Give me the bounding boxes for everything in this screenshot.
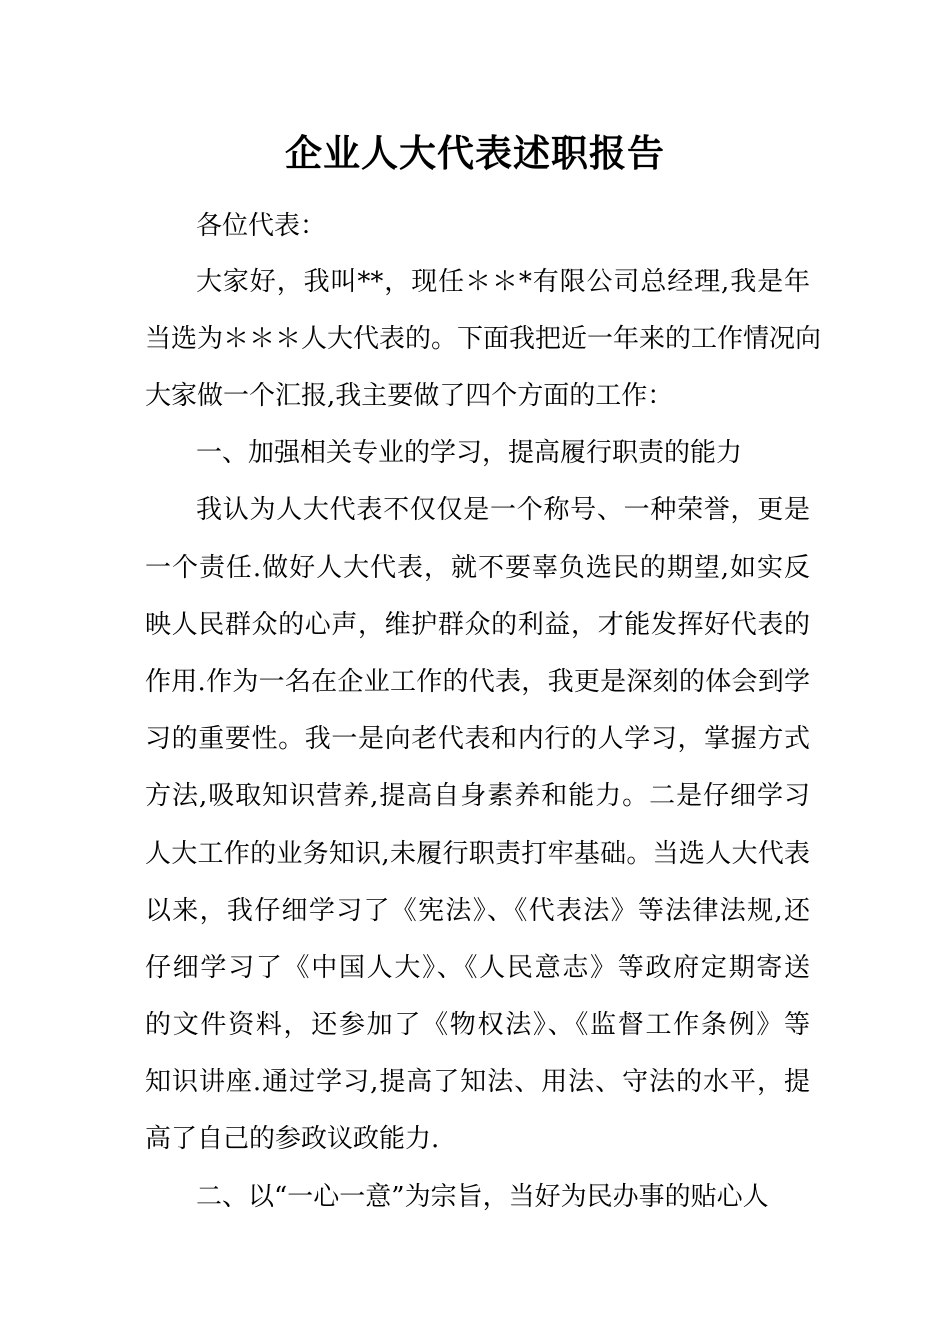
paragraph-line: 仔细学习了《中国人大》、《人民意志》等政府定期寄送: [145, 953, 810, 983]
paragraph-line: 知识讲座.通过学习,提高了知法、用法、守法的水平，提: [145, 1067, 810, 1097]
paragraph-line: 的文件资料，还参加了《物权法》、《监督工作条例》等: [145, 1010, 810, 1040]
section-heading-1: 一、加强相关专业的学习，提高履行职责的能力: [196, 438, 743, 468]
document-title: 企业人大代表述职报告: [285, 131, 665, 175]
paragraph-line: 习的重要性。我一是向老代表和内行的人学习，掌握方式: [145, 724, 810, 754]
paragraph-line: 人大工作的业务知识,未履行职责打牢基础。当选人大代表: [145, 839, 810, 869]
paragraph-line: 我认为人大代表不仅仅是一个称号、一种荣誉，更是: [196, 495, 810, 525]
paragraph-line: 大家好，我叫**，现任＊＊*有限公司总经理,我是年: [196, 267, 810, 297]
paragraph-line: 一个责任.做好人大代表，就不要辜负选民的期望,如实反: [145, 553, 810, 583]
paragraph-line: 方法,吸取知识营养,提高自身素养和能力。二是仔细学习: [145, 781, 810, 811]
paragraph-line: 以来，我仔细学习了《宪法》、《代表法》等法律法规,还: [145, 896, 810, 926]
section-heading-2: 二、以“一心一意”为宗旨，当好为民办事的贴心人: [196, 1182, 769, 1212]
salutation: 各位代表：: [196, 211, 327, 241]
paragraph-line: 作用.作为一名在企业工作的代表，我更是深刻的体会到学: [145, 667, 810, 697]
paragraph-line: 高了自己的参政议政能力.: [145, 1124, 440, 1154]
paragraph-line: 大家做一个汇报,我主要做了四个方面的工作：: [145, 381, 674, 411]
paragraph-line: 当选为＊＊＊人大代表的。下面我把近一年来的工作情况向: [145, 324, 822, 354]
paragraph-line: 映人民群众的心声，维护群众的利益，才能发挥好代表的: [145, 610, 810, 640]
